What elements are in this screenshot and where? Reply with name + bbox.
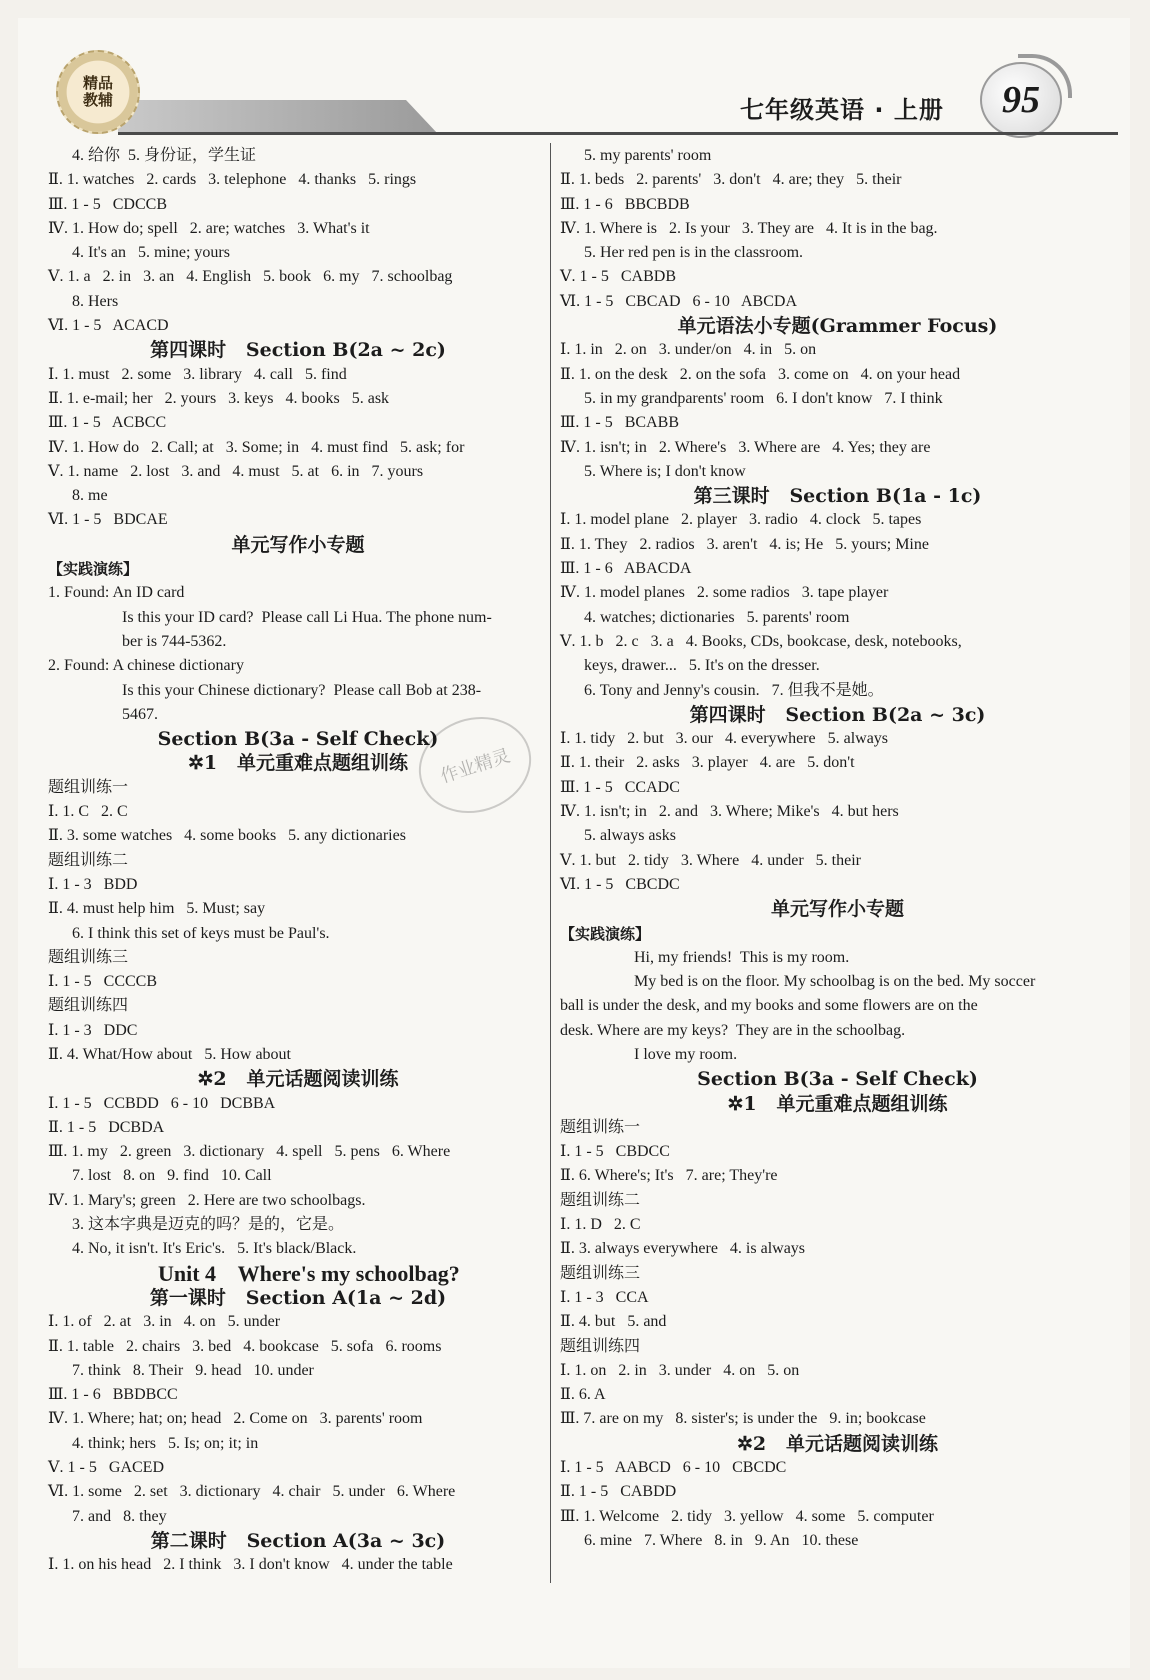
answer-line: Ⅲ. 1 - 5 CDCCB: [48, 195, 167, 213]
section-heading: 第二课时 Section A(3a ~ 3c): [150, 1529, 446, 1552]
answer-line: Ⅱ. 1 - 5 CABDD: [560, 1483, 677, 1501]
left-column: [48, 144, 548, 1578]
answer-line: Ⅲ. 7. are on my 8. sister's; is under the 9. in; bookcase: [560, 1410, 926, 1428]
answer-line: Ⅲ. 1. my 2. green 3. dictionary 4. spell 5. pens 6. Where: [48, 1143, 451, 1161]
answer-line: Ⅱ. 1. beds 2. parents' 3. don't 4. are; they 5. their: [560, 171, 902, 189]
answer-line: Ⅴ. 1. but 2. tidy 3. Where 4. under 5. their: [560, 851, 861, 869]
answer-line: desk. Where are my keys? They are in the schoolbag.: [560, 1021, 906, 1039]
answer-line: 8. me: [72, 487, 108, 505]
answer-line: Ⅴ. 1. a 2. in 3. an 4. English 5. book 6. my 7. schoolbag: [48, 268, 453, 286]
book-title: 七年级英语 · 上册: [740, 96, 944, 124]
answer-line: Ⅲ. 1 - 6 ABACDA: [560, 560, 692, 578]
answer-line: Hi, my friends! This is my room.: [634, 948, 850, 966]
answer-line: Ⅱ. 6. Where's; It's 7. are; They're: [560, 1167, 778, 1185]
answer-line: 题组训练四: [560, 1337, 641, 1355]
answer-line: 题组训练三: [560, 1264, 641, 1282]
answer-line: Ⅰ. 1 - 3 DDC: [48, 1021, 138, 1039]
answer-line: Ⅵ. 1 - 5 ACACD: [48, 317, 169, 335]
series-logo: [56, 50, 140, 134]
answer-line: Ⅳ. 1. Where; hat; on; head 2. Come on 3. parents' room: [48, 1410, 423, 1428]
column-divider: [550, 143, 551, 1583]
answer-line: 7. lost 8. on 9. find 10. Call: [72, 1167, 272, 1185]
section-heading: 第一课时 Section A(1a ~ 2d): [149, 1286, 447, 1309]
section-heading: ✲1 单元重难点题组训练: [727, 1092, 948, 1115]
answer-line: 题组训练四: [48, 997, 129, 1015]
answer-line: Ⅰ. 1. must 2. some 3. library 4. call 5. find: [48, 365, 347, 383]
answer-line: Ⅱ. 1. table 2. chairs 3. bed 4. bookcase 5. sofa 6. rooms: [48, 1337, 442, 1355]
answer-line: 2. Found: A chinese dictionary: [48, 657, 244, 675]
answer-line: 3. 这本字典是迈克的吗？是的，它是。: [72, 1216, 345, 1234]
answer-line: Ⅴ. 1. name 2. lost 3. and 4. must 5. at 6. in 7. yours: [48, 462, 424, 480]
answer-line: 6. mine 7. Where 8. in 9. An 10. these: [584, 1531, 859, 1549]
answer-line: Ⅱ. 3. always everywhere 4. is always: [560, 1240, 806, 1258]
answer-line: Ⅰ. 1. tidy 2. but 3. our 4. everywhere 5. always: [560, 730, 889, 748]
answer-line: 题组训练一: [560, 1118, 641, 1136]
section-heading: Section B(3a - Self Check): [157, 728, 439, 751]
answer-line: My bed is on the floor. My schoolbag is on the bed. My soccer: [634, 973, 1036, 991]
answer-line: Ⅱ. 3. some watches 4. some books 5. any dictionaries: [48, 827, 406, 845]
section-heading: 第三课时 Section B(1a - 1c): [693, 485, 982, 508]
answer-line: Ⅲ. 1 - 5 BCABB: [560, 414, 679, 432]
answer-line: Ⅵ. 1 - 5 CBCDC: [560, 875, 680, 893]
answer-line: Ⅳ. 1. Mary's; green 2. Here are two schoolbags.: [48, 1191, 366, 1209]
answer-line: 7. and 8. they: [72, 1507, 167, 1525]
answer-line: Ⅴ. 1. b 2. c 3. a 4. Books, CDs, bookcase, desk, notebooks,: [560, 632, 962, 650]
answer-line: 4. No, it isn't. It's Eric's. 5. It's black/Black.: [72, 1240, 357, 1258]
answer-line: 4. watches; dictionaries 5. parents' room: [584, 608, 850, 626]
answer-line: Ⅰ. 1 - 3 CCA: [560, 1288, 649, 1306]
answer-line: Ⅲ. 1 - 6 BBDBCC: [48, 1386, 178, 1404]
answer-line: 5. my parents' room: [584, 147, 712, 164]
answer-line: I love my room.: [634, 1045, 738, 1063]
answer-line: Ⅱ. 1. e-mail; her 2. yours 3. keys 4. books 5. ask: [48, 389, 390, 407]
answer-line: keys, drawer... 5. It's on the dresser.: [584, 657, 820, 675]
answer-line: Ⅰ. 1. on his head 2. I think 3. I don't know 4. under the table: [48, 1556, 453, 1574]
answer-line: Ⅵ. 1. some 2. set 3. dictionary 4. chair 5. under 6. Where: [48, 1483, 456, 1501]
section-heading: 单元语法小专题(Grammer Focus): [677, 315, 998, 338]
answer-line: Ⅱ. 1 - 5 DCBDA: [48, 1118, 165, 1136]
section-heading: ✲2 单元话题阅读训练: [197, 1068, 399, 1091]
answer-line: Ⅰ. 1 - 5 CCBDD 6 - 10 DCBBA: [48, 1094, 276, 1112]
answer-line: Ⅰ. 1 - 5 CCCCB: [48, 973, 158, 991]
answer-line: 【实践演练】: [48, 560, 139, 579]
answer-line: Ⅳ. 1. Where is 2. Is your 3. They are 4. It is in the bag.: [560, 219, 938, 237]
answer-line: 5. in my grandparents' room 6. I don't know 7. I think: [584, 389, 943, 407]
answer-line: Ⅵ. 1 - 5 BDCAE: [48, 511, 168, 529]
answer-line: 题组训练二: [560, 1191, 641, 1209]
answer-line: Ⅰ. 1 - 5 CBDCC: [560, 1143, 670, 1161]
answer-line: 4. It's an 5. mine; yours: [72, 244, 230, 262]
answer-line: 1. Found: An ID card: [48, 584, 185, 602]
answer-line: Ⅱ. 1. their 2. asks 3. player 4. are 5. don't: [560, 754, 855, 772]
answer-line: Ⅰ. 1. C 2. C: [48, 803, 128, 821]
section-heading: 单元写作小专题: [770, 898, 904, 921]
answer-line: Ⅴ. 1 - 5 GACED: [48, 1459, 164, 1477]
logo-text-line2: 教辅: [82, 91, 113, 109]
answer-key-page: [18, 18, 1130, 1668]
answer-line: Ⅰ. 1. of 2. at 3. in 4. on 5. under: [48, 1313, 281, 1331]
answer-line: 5. Where is; I don't know: [584, 462, 746, 480]
right-column: [560, 144, 1115, 1553]
answer-line: 【实践演练】: [560, 924, 651, 943]
answer-line: Ⅳ. 1. How do 2. Call; at 3. Some; in 4. must find 5. ask; for: [48, 438, 465, 456]
answer-line: Ⅳ. 1. How do; spell 2. are; watches 3. What's it: [48, 219, 370, 237]
answer-line: 题组训练二: [48, 851, 129, 869]
answer-line: Ⅰ. 1. D 2. C: [560, 1216, 641, 1234]
answer-line: Ⅱ. 4. must help him 5. Must; say: [48, 900, 266, 918]
section-heading: 第四课时 Section B(2a ~ 2c): [150, 339, 446, 362]
answer-line: ball is under the desk, and my books and some flowers are on the: [560, 997, 978, 1015]
answer-line: Is this your Chinese dictionary? Please call Bob at 238-: [122, 681, 482, 699]
answer-line: Ⅲ. 1 - 5 ACBCC: [48, 414, 167, 432]
section-heading: 单元写作小专题: [231, 533, 365, 556]
header-rule: [118, 132, 1118, 135]
section-heading: 第四课时 Section B(2a ~ 3c): [689, 703, 986, 726]
answer-line: 8. Hers: [72, 292, 119, 310]
header-banner: [118, 100, 438, 134]
answer-line: 题组训练一: [48, 778, 129, 796]
answer-line: Ⅰ. 1 - 3 BDD: [48, 875, 138, 893]
answer-line: Ⅰ. 1. in 2. on 3. under/on 4. in 5. on: [560, 341, 817, 359]
answer-line: 5467.: [122, 705, 158, 723]
answer-line: Ⅲ. 1. Welcome 2. tidy 3. yellow 4. some 5. computer: [560, 1507, 934, 1525]
answer-line: Ⅱ. 1. on the desk 2. on the sofa 3. come on 4. on your head: [560, 365, 961, 383]
watermark-stamp: 作业精灵: [406, 703, 543, 828]
answer-line: Ⅲ. 1 - 5 CCADC: [560, 778, 680, 796]
answer-line: 6. I think this set of keys must be Paul's.: [72, 924, 330, 942]
answer-line: Ⅱ. 1. They 2. radios 3. aren't 4. is; He 5. yours; Mine: [560, 535, 929, 553]
answer-line: Ⅱ. 4. What/How about 5. How about: [48, 1045, 291, 1063]
logo-text-line1: 精品: [82, 74, 113, 92]
page-header: [18, 18, 1130, 133]
section-heading: Section B(3a - Self Check): [697, 1068, 978, 1091]
page-number: 95: [980, 62, 1062, 138]
answer-line: Ⅰ. 1. on 2. in 3. under 4. on 5. on: [560, 1361, 800, 1379]
answer-line: ber is 744-5362.: [122, 632, 227, 650]
section-heading: Unit 4 Where's my schoolbag?: [158, 1260, 460, 1286]
answer-line: Ⅳ. 1. isn't; in 2. Where's 3. Where are 4. Yes; they are: [560, 438, 931, 456]
answer-line: Ⅰ. 1. model plane 2. player 3. radio 4. clock 5. tapes: [560, 511, 922, 529]
answer-line: 5. Her red pen is in the classroom.: [584, 244, 804, 262]
answer-line: Ⅰ. 1 - 5 AABCD 6 - 10 CBCDC: [560, 1459, 787, 1477]
answer-line: 4. 给你 5. 身份证，学生证: [72, 147, 257, 164]
answer-line: 题组训练三: [48, 948, 129, 966]
answer-line: Ⅴ. 1 - 5 CABDB: [560, 268, 677, 286]
section-heading: ✲1 单元重难点题组训练: [188, 752, 408, 775]
section-heading: ✲2 单元话题阅读训练: [737, 1432, 938, 1455]
answer-line: Ⅳ. 1. model planes 2. some radios 3. tape player: [560, 584, 889, 602]
answer-line: Ⅱ. 4. but 5. and: [560, 1313, 667, 1331]
answer-line: Is this your ID card? Please call Li Hua. The phone num-: [122, 608, 492, 626]
answer-line: Ⅱ. 6. A: [560, 1386, 606, 1404]
answer-line: 6. Tony and Jenny's cousin. 7. 但我不是她。: [584, 681, 884, 699]
answer-line: Ⅱ. 1. watches 2. cards 3. telephone 4. thanks 5. rings: [48, 171, 417, 189]
answer-line: Ⅳ. 1. isn't; in 2. and 3. Where; Mike's 4. but hers: [560, 803, 899, 821]
answer-line: 5. always asks: [584, 827, 676, 845]
answer-line: Ⅵ. 1 - 5 CBCAD 6 - 10 ABCDA: [560, 292, 797, 310]
answer-line: Ⅲ. 1 - 6 BBCBDB: [560, 195, 690, 213]
answer-line: 7. think 8. Their 9. head 10. under: [72, 1361, 314, 1379]
answer-line: 4. think; hers 5. Is; on; it; in: [72, 1434, 259, 1452]
